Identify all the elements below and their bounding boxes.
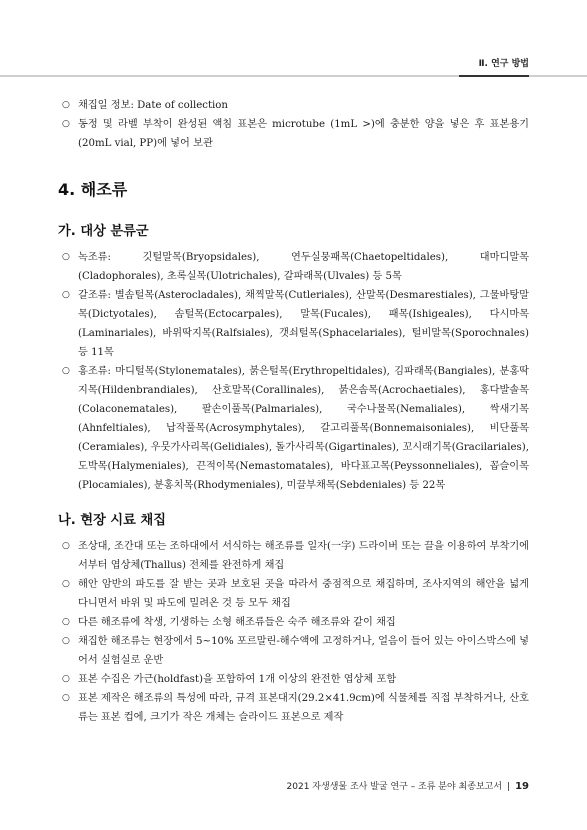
list-item-text: 홍조류: 마디털목(Stylonematales), 붉은털목(Erythropeltidales), 김파래목(Bangiales), 분홍딱지목(Hildenbrandiales), 산호말목(Corallinales), 붉은솜목(Acrochaetiales), 홍다발솔목(Colaconematales), 팔손이풀목(Palmariales), 국수나물목(Nemaliales), 싹새기목(Ahnfeltiales), 납작풀목(Acrosymphytales), 갈고리풀목(Bonnemaisoniales), 비단풀목(Ceramiales), 우뭇가사리목(Gelidiales), 돌가사리목(Gigartinales), 꼬시래기목(Gracilariales), 도박목(Halymeniales), 끈적이목(Nemastomatales), 바다표고목(Peyssonneliales), 꼽슬이목(Plocamiales), 분홍치목(Rhodymeniales), 미끌부채목(Sebdeniales) 등 22목: [78, 366, 529, 491]
list-item: [58, 670, 529, 689]
list-item-text: 채집한 해조류는 현장에서 5~10% 포르말린-해수액에 고정하거나, 얼음이 들어 있는 아이스박스에 넣어서 실험실로 운반: [78, 636, 529, 666]
footer-separator: |: [507, 782, 511, 792]
subsection-title-sampling: 나. 현장 시료 채집: [58, 513, 166, 528]
taxa-list: [58, 248, 529, 495]
list-item-text: 동정 및 라벨 부착이 완성된 액침 표본은 microtube (1mL >)에 충분한 양을 넣은 후 표본용기(20mL vial, PP)에 넣어 보관: [78, 119, 529, 149]
intro-bullets: [58, 96, 529, 153]
page-content: [58, 96, 529, 727]
sampling-list: [58, 537, 529, 727]
list-item-text: 조상대, 조간대 또는 조하대에서 서식하는 해조류를 일자(一字) 드라이버 또는 끌을 이용하여 부착기에서부터 엽상체(Thallus) 전체를 완전하게 채집: [78, 541, 529, 571]
list-item: [58, 286, 529, 362]
list-item-text: 해안 암반의 파도를 잘 받는 곳과 보호된 곳을 따라서 중점적으로 채집하며, 조사지역의 해안을 넓게 다니면서 바위 및 파도에 밀려온 것 등 모두 채집: [78, 579, 529, 609]
list-item: [58, 362, 529, 495]
header-title: Ⅱ. 연구 방법: [478, 59, 529, 69]
header-rule-accent: [459, 75, 529, 77]
bullet-icon: ○: [62, 541, 70, 551]
list-item: [58, 575, 529, 613]
bullet-icon: ○: [62, 693, 70, 703]
bullet-icon: ○: [62, 579, 70, 589]
section-title: 4. 해조류: [58, 180, 128, 199]
list-item: [58, 248, 529, 286]
list-item: [58, 537, 529, 575]
bullet-icon: ○: [62, 674, 70, 684]
subsection-title-taxa: 가. 대상 분류군: [58, 224, 149, 239]
bullet-icon: ○: [62, 252, 70, 262]
bullet-icon: ○: [62, 100, 70, 110]
list-item-text: 표본 수집은 가근(holdfast)을 포함하여 1개 이상의 완전한 엽상체 포함: [78, 674, 397, 685]
bullet-icon: ○: [62, 119, 70, 129]
list-item: [58, 115, 529, 153]
list-item: [58, 613, 529, 632]
list-item: [58, 689, 529, 727]
list-item-text: 채집일 정보: Date of collection: [78, 100, 228, 111]
header-rule: [0, 75, 587, 77]
bullet-icon: ○: [62, 636, 70, 646]
page-footer: [287, 779, 529, 792]
list-item-text: 녹조류: 깃털말목(Bryopsidales), 연두실뭉패목(Chaetopeltidales), 대마디말목(Cladophorales), 초록실목(Ulotrichales), 갈파래목(Ulvales) 등 5목: [78, 252, 529, 282]
page-number: 19: [515, 781, 529, 792]
list-item-text: 다른 해조류에 착생, 기생하는 소형 해조류들은 숙주 해조류와 같이 채집: [78, 617, 396, 628]
list-item-text: 갈조류: 별솜털목(Asterocladales), 채찍말목(Cutleriales), 산말목(Desmarestiales), 그물바탕말목(Dictyotales), 솜털목(Ectocarpales), 말목(Fucales), 패목(Ishigeales), 다시마목(Laminariales), 바위딱지목(Ralfsiales), 갯쇠털목(Sphacelariales), 털비말목(Sporochnales) 등 11목: [78, 290, 529, 358]
footer-text: 2021 자생생물 조사 발굴 연구 – 조류 분야 최종보고서: [286, 782, 503, 792]
list-item: [58, 632, 529, 670]
bullet-icon: ○: [62, 290, 70, 300]
list-item-text: 표본 제작은 해조류의 특성에 따라, 규격 표본대지(29.2×41.9cm)에 식물체를 직접 부착하거나, 산호류는 표본 컵에, 크기가 작은 개체는 슬라이드 표본으로 제작: [78, 693, 529, 723]
list-item: [58, 96, 529, 115]
bullet-icon: ○: [62, 617, 70, 627]
bullet-icon: ○: [62, 366, 70, 376]
